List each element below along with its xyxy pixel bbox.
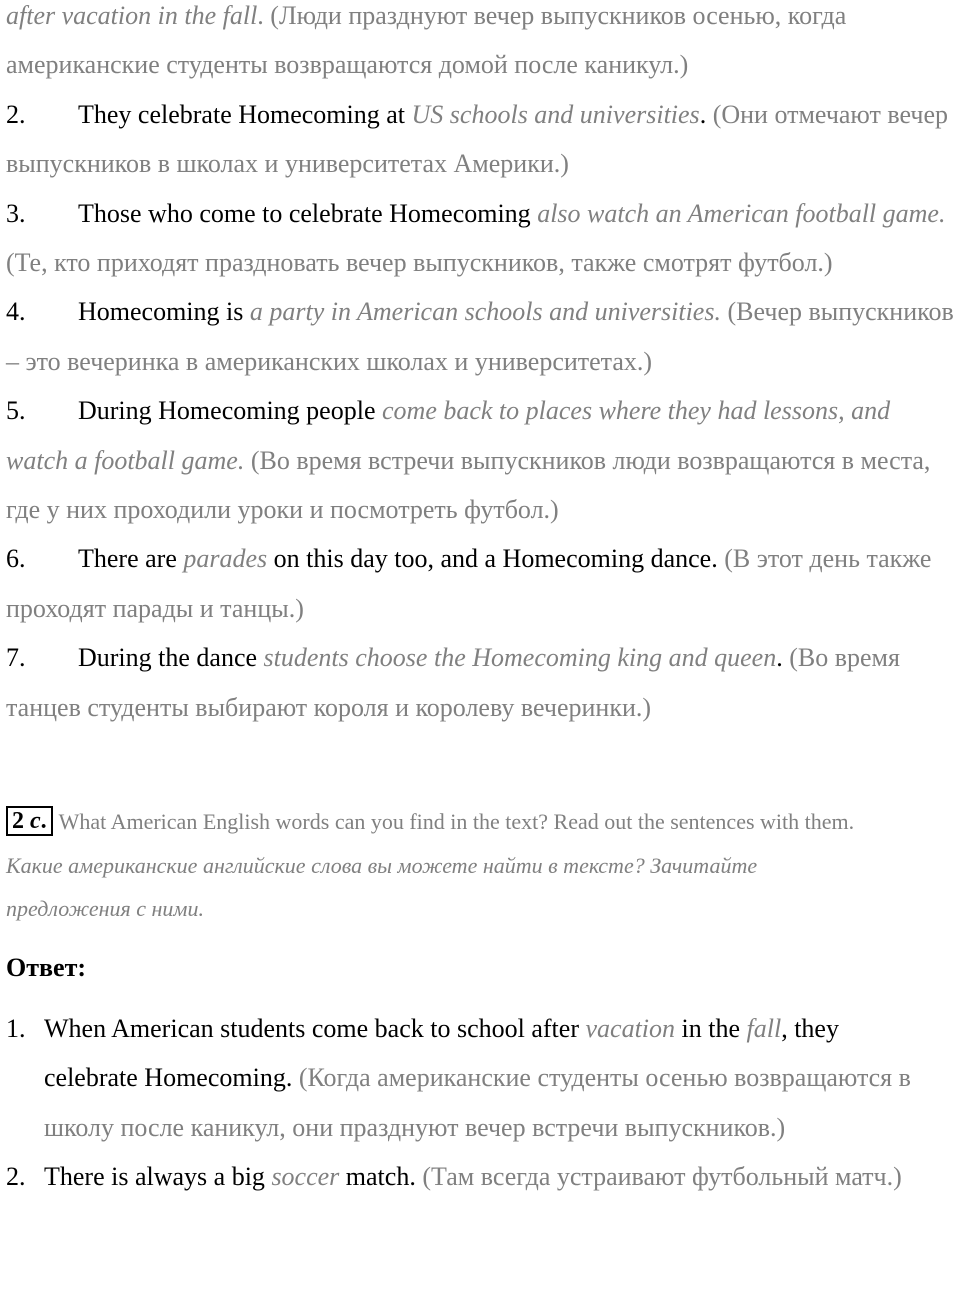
item-number: 7. <box>6 643 26 673</box>
task-translation <box>6 844 960 930</box>
answer-number: 1. <box>6 1014 26 1043</box>
item-text: During the dance <box>78 643 264 673</box>
item-answer: students choose the Homecoming king and queen <box>263 643 777 673</box>
item-text-after: . <box>776 643 783 673</box>
answer-translation: (Там всегда устраивают футбольный матч.) <box>415 1162 902 1192</box>
item-answer: parades <box>183 544 268 574</box>
list-item <box>0 287 958 386</box>
list-item <box>0 633 958 732</box>
answer-translation: (Когда американские студенты осенью возвращаются в школу после каникул, они празднуют вечер встречи выпускников.) <box>44 1063 911 1142</box>
task-label-dot: . <box>40 808 47 834</box>
item-number: 2. <box>6 99 26 129</box>
answer-text: match. <box>339 1162 416 1192</box>
task-label <box>6 806 53 836</box>
item-translation: (Во время танцев студенты выбирают короля и королеву вечеринки.) <box>6 643 900 722</box>
item-text-after: on this day too, and a Homecoming dance. <box>267 544 718 574</box>
answer-item <box>6 1152 936 1201</box>
answer-item <box>6 1004 936 1152</box>
task-translation-line1: Какие американские английские слова вы можете найти в тексте? Зачитайте <box>6 853 758 878</box>
answer-word: fall <box>746 1014 782 1043</box>
item-text: Those who come to celebrate Homecoming <box>78 198 538 228</box>
task-text: What American English words can you find in the text? Read out the sentences with them. <box>58 809 855 834</box>
intro-line2: американские студенты возвращаются домой после каникул.) <box>6 50 689 80</box>
list-item <box>0 189 958 288</box>
item-text: They celebrate Homecoming at <box>78 99 412 129</box>
intro-rest: . (Люди празднуют вечер выпускников осенью, когда <box>257 1 847 30</box>
list-item <box>0 386 958 534</box>
answer-number: 2. <box>6 1162 26 1192</box>
task-label-letter: c <box>30 808 41 834</box>
item-answer: come back to places where they had lessons, and watch a football game. <box>6 396 891 475</box>
item-number: 4. <box>6 297 26 327</box>
task-line <box>6 800 960 844</box>
answer-heading: Ответ: <box>6 953 87 982</box>
item-number: 5. <box>6 396 26 426</box>
answer-word: soccer <box>271 1162 340 1192</box>
answer-text: When American students come back to school after <box>44 1014 586 1043</box>
item-answer: also watch an American football game. <box>537 198 946 228</box>
list-item <box>0 90 958 189</box>
item-text: There are <box>78 544 184 574</box>
item-text: Homecoming is <box>78 297 250 327</box>
item-number: 6. <box>6 544 26 574</box>
list-item <box>0 534 958 633</box>
task-block <box>6 800 960 930</box>
item-number: 3. <box>6 198 26 228</box>
item-text: During Homecoming people <box>78 396 382 426</box>
answer-list <box>6 1004 936 1202</box>
answer-text: in the <box>675 1014 747 1043</box>
task-translation-line2: предложения с ними. <box>6 896 204 921</box>
answer-word: vacation <box>585 1014 676 1043</box>
intro-italic: after vacation in the fall <box>6 1 258 30</box>
item-translation: (Во время встречи выпускников люди возвращаются в места, где у них проходили уроки и посмотреть футбол.) <box>6 445 931 525</box>
intro-continuation <box>0 0 960 90</box>
item-translation: (Вечер выпускников – это вечеринка в американских школах и университетах.) <box>6 297 954 376</box>
answer-text: There is always a big <box>44 1162 272 1192</box>
item-translation: (Те, кто приходят праздновать вечер выпускников, также смотрят футбол.) <box>6 248 833 278</box>
item-translation: (Они отмечают вечер выпускников в школах и университетах Америки.) <box>6 99 949 179</box>
item-translation: (В этот день также проходят парады и танцы.) <box>6 544 932 623</box>
item-text-after: . <box>699 99 707 129</box>
item-answer: US schools and universities <box>411 99 700 129</box>
task-label-number: 2 <box>12 808 24 834</box>
answer-text: , they celebrate Homecoming. <box>44 1014 839 1093</box>
item-answer: a party in American schools and universities. <box>249 297 721 327</box>
